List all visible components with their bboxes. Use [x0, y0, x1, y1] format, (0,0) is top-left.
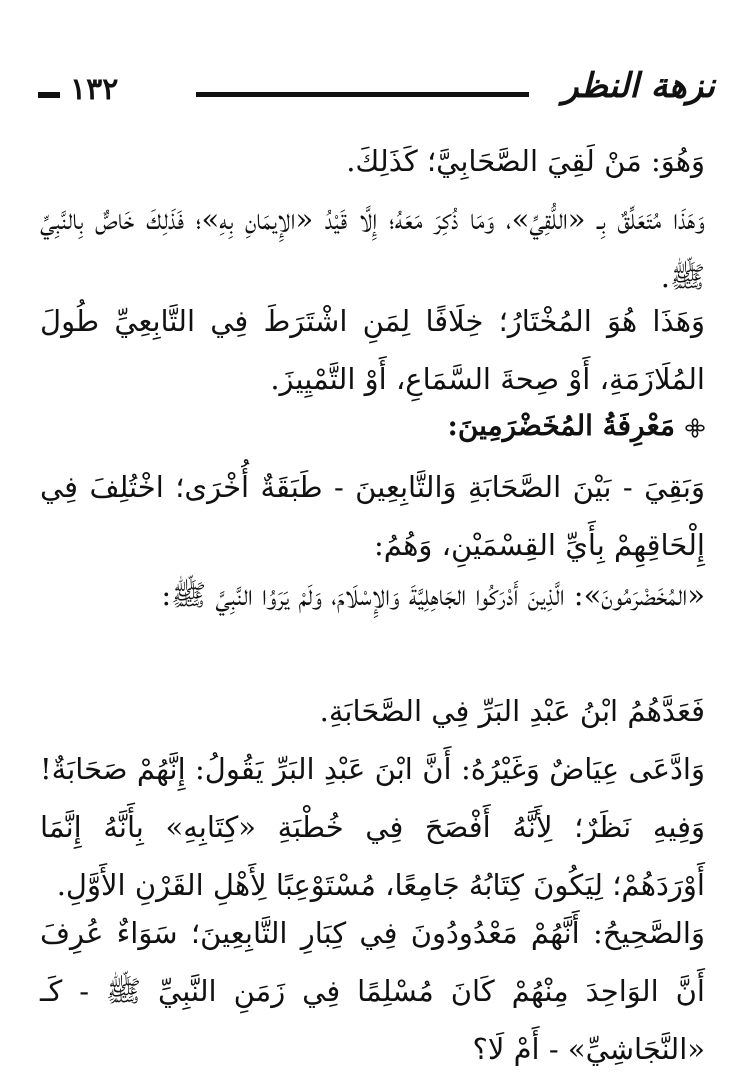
running-title: نزهة النظر	[562, 66, 715, 106]
paragraph-1: وَهُوَ: مَنْ لَقِيَ الصَّحَابِيَّ؛ كَذَلِكَ.	[346, 144, 705, 178]
paragraph-8: وَالصَّحِيحُ: أَنَّهُمْ مَعْدُودُونَ فِي كِبَارِ التَّابِعِينَ؛ سَوَاءٌ عُرِفَ أَنَّ الوَاحِدَ مِنْهُمْ كَانَ مُسْلِمًا فِي زَمَنِ النَّبِيِّ ﷺ - كَـ «النَّجَاشِيِّ» - أَمْ لَا؟	[40, 916, 705, 1066]
page-number-dash	[38, 92, 60, 98]
paragraph-2: وَهَذَا مُتَعَلِّقٌ بِـ «اللُّقِيِّ»، وَمَا ذُكِرَ مَعَهُ؛ إِلَّا قَيْدُ «الإِيمَانِ بِهِ»؛ فَذَلِكَ خَاصٌّ بِالنَّبِيِّ ﷺ.	[40, 202, 705, 294]
flower-icon	[685, 418, 705, 438]
paragraph-5: «المُخَضْرَمُونَ»: الَّذِينَ أَدْرَكُوا الجَاهِلِيَّةَ وَالإِسْلَامَ، وَلَمْ يَرَوُا النَّبِيَّ ﷺ:	[161, 578, 705, 612]
page-header	[38, 62, 715, 122]
paragraph-3: وَهَذَا هُوَ المُخْتَارُ؛ خِلَافًا لِمَنِ اشْتَرَطَ فِي التَّابِعِيِّ طُولَ المُلَازَمَةِ، أَوْ صِحةَ السَّمَاعِ، أَوْ التَّمْيِيزَ.	[40, 304, 705, 396]
page-number: ١٣٢	[70, 72, 119, 107]
section-heading	[40, 404, 705, 448]
paragraph-7: وَادَّعَى عِيَاضٌ وَغَيْرُهُ: أَنَّ ابْنَ عَبْدِ البَرِّ يَقُولُ: إِنَّهُمْ صَحَابَةٌ! وَفِيهِ نَظَرٌ؛ لِأَنَّهُ أَفْصَحَ فِي خُطْبَةِ «كِتَابِهِ» بِأَنَّهُ إِنَّمَا أَوْرَدَهُمْ؛ لِيَكُونَ كِتَابُهُ جَامِعًا، مُسْتَوْعِبًا لِأَهْلِ القَرْنِ الأَوَّلِ.	[40, 752, 705, 902]
paragraph-6: فَعَدَّهُمُ ابْنُ عَبْدِ البَرِّ فِي الصَّحَابَةِ.	[319, 694, 705, 728]
paragraph-4: وَبَقِيَ - بَيْنَ الصَّحَابَةِ وَالتَّابِعِينَ - طَبَقَةٌ أُخْرَى؛ اخْتُلِفَ فِي إِلْحَاقِهِمْ بِأَيِّ القِسْمَيْنِ، وَهُمُ:	[40, 470, 705, 562]
header-rule	[196, 92, 529, 97]
section-heading-text: مَعْرِفَةُ المُخَضْرَمِينَ:	[447, 409, 675, 442]
